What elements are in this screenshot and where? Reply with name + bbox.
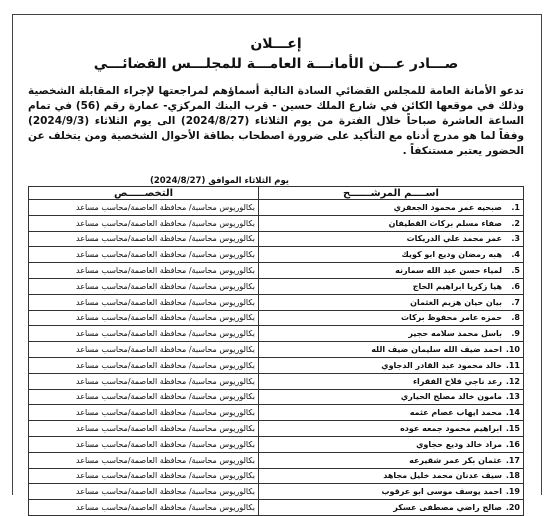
candidate-cell — [259, 484, 524, 500]
row-number: 4. — [511, 250, 520, 260]
table-row — [29, 405, 524, 421]
header-specialty: التخصـــــص — [29, 187, 259, 200]
table-row — [29, 247, 524, 263]
candidate-name: هبه رمضان وديع ابو كويك — [401, 250, 502, 260]
candidate-name: صبحيه عمر محمود الجعفري — [393, 202, 502, 212]
candidate-name: صفاء مسلم بركات القطيفان — [388, 218, 502, 228]
table-row — [29, 215, 524, 231]
candidate-specialty: بكالوريوس محاسبة/ محافظة العاصمة/محاسب مساعد — [29, 294, 259, 310]
candidate-name: مامون خالد مصلح الحياري — [400, 392, 502, 402]
row-number: 15. — [505, 424, 520, 434]
row-number: 14. — [505, 408, 520, 418]
candidate-cell — [259, 263, 524, 279]
candidate-specialty: بكالوريوس محاسبة/ محافظة العاصمة/محاسب مساعد — [29, 200, 259, 216]
candidate-specialty: بكالوريوس محاسبة/ محافظة العاصمة/محاسب مساعد — [29, 405, 259, 421]
table-row — [29, 278, 524, 294]
candidate-specialty: بكالوريوس محاسبة/ محافظة العاصمة/محاسب مساعد — [29, 278, 259, 294]
candidate-cell — [259, 357, 524, 373]
table-row — [29, 484, 524, 500]
body-paragraph: تدعو الأمانة العامة للمجلس القضائي السادة التالية أسماؤهم لمراجعتها لإجراء المقابلة الشخصية وذلك في موقعها الكائن في شارع الملك حسين - قرب البنك المركزي- عمارة رقم (56) في تمام الساعة العاشرة صباحاً خلال الفترة من يوم الثلاثاء (2024/8/27) الى يوم الثلاثاء (2024/9/3) وفقاً لما هو مدرج أدناه مع التأكيد على ضرورة اصطحاب بطاقة الأحوال الشخصية ومن يتخلف عن الحضور يعتبر مستنكفاً . — [28, 85, 524, 157]
candidate-specialty: بكالوريوس محاسبة/ محافظة العاصمة/محاسب مساعد — [29, 452, 259, 468]
candidate-name: ابراهيم محمود جمعه عوده — [400, 424, 502, 434]
row-number: 5. — [511, 266, 520, 276]
table-row — [29, 421, 524, 437]
table-row — [29, 310, 524, 326]
table-header-row — [29, 187, 524, 200]
row-number: 19. — [505, 487, 520, 497]
row-number: 3. — [511, 234, 520, 244]
candidate-cell — [259, 421, 524, 437]
candidate-name: بيان حيان هزيم الغثمان — [410, 297, 502, 307]
table-row — [29, 373, 524, 389]
candidate-specialty: بكالوريوس محاسبة/ محافظة العاصمة/محاسب مساعد — [29, 421, 259, 437]
candidate-cell — [259, 310, 524, 326]
row-number: 6. — [511, 281, 520, 291]
row-number: 16. — [505, 439, 520, 449]
day-caption: يوم الثلاثاء الموافق (2024/8/27) — [149, 176, 289, 186]
candidate-specialty: بكالوريوس محاسبة/ محافظة العاصمة/محاسب مساعد — [29, 231, 259, 247]
candidate-cell — [259, 215, 524, 231]
candidate-specialty: بكالوريوس محاسبة/ محافظة العاصمة/محاسب مساعد — [29, 342, 259, 358]
announcement-body — [28, 84, 524, 159]
candidate-name: صالح راضي مصطفى عسكر — [393, 503, 502, 513]
candidate-cell — [259, 342, 524, 358]
candidate-specialty: بكالوريوس محاسبة/ محافظة العاصمة/محاسب مساعد — [29, 484, 259, 500]
table-row — [29, 389, 524, 405]
candidate-cell — [259, 500, 524, 516]
candidate-cell — [259, 326, 524, 342]
candidate-name: احمد ضيف الله سليمان ضيف الله — [371, 345, 502, 355]
table-row — [29, 436, 524, 452]
candidate-name: مراد خالد وديع حجاوي — [416, 439, 502, 449]
table-row — [29, 468, 524, 484]
row-number: 2. — [511, 218, 520, 228]
candidate-cell — [259, 405, 524, 421]
candidate-specialty: بكالوريوس محاسبة/ محافظة العاصمة/محاسب مساعد — [29, 357, 259, 373]
candidate-specialty: بكالوريوس محاسبة/ محافظة العاصمة/محاسب مساعد — [29, 500, 259, 516]
row-number: 10. — [505, 345, 520, 355]
candidate-cell — [259, 468, 524, 484]
candidate-name: لمياء حسن عبد الله سمارنه — [395, 266, 502, 276]
candidate-specialty: بكالوريوس محاسبة/ محافظة العاصمة/محاسب مساعد — [29, 310, 259, 326]
page-title: إعـــلان — [250, 36, 302, 52]
candidate-specialty: بكالوريوس محاسبة/ محافظة العاصمة/محاسب مساعد — [29, 468, 259, 484]
table-row — [29, 231, 524, 247]
candidate-specialty: بكالوريوس محاسبة/ محافظة العاصمة/محاسب مساعد — [29, 247, 259, 263]
table-row — [29, 342, 524, 358]
candidate-specialty: بكالوريوس محاسبة/ محافظة العاصمة/محاسب مساعد — [29, 389, 259, 405]
row-number: 18. — [505, 471, 520, 481]
candidate-specialty: بكالوريوس محاسبة/ محافظة العاصمة/محاسب مساعد — [29, 373, 259, 389]
table-row — [29, 500, 524, 516]
candidate-name: باسل محمد سلامه حجير — [408, 329, 502, 339]
candidate-name: عمر محمد علي الدريكات — [406, 234, 502, 244]
candidate-cell — [259, 373, 524, 389]
candidate-name: سيف عدنان محمد خليل مجاهد — [383, 471, 502, 481]
table-row — [29, 452, 524, 468]
candidate-cell — [259, 200, 524, 216]
page-subtitle: صـــادر عـــن الأمانـــة العامـــة للمجلـــس القضائـــي — [93, 56, 459, 72]
row-number: 12. — [505, 376, 520, 386]
row-number: 13. — [505, 392, 520, 402]
candidates-table-section — [28, 176, 524, 516]
table-row — [29, 263, 524, 279]
candidate-name: محمد ايهاب عصام عثمه — [409, 408, 502, 418]
candidates-table — [28, 186, 524, 516]
row-number: 1. — [511, 202, 520, 212]
candidate-name: عثمان بكر عمر شقيرعه — [409, 455, 502, 465]
candidate-cell — [259, 436, 524, 452]
row-number: 7. — [511, 297, 520, 307]
table-body — [29, 200, 524, 516]
row-number: 17. — [505, 455, 520, 465]
candidate-name: رعد ناجي فلاح الفقراء — [412, 376, 502, 386]
candidate-specialty: بكالوريوس محاسبة/ محافظة العاصمة/محاسب مساعد — [29, 326, 259, 342]
candidate-cell — [259, 452, 524, 468]
candidate-cell — [259, 278, 524, 294]
candidate-specialty: بكالوريوس محاسبة/ محافظة العاصمة/محاسب مساعد — [29, 263, 259, 279]
candidate-specialty: بكالوريوس محاسبة/ محافظة العاصمة/محاسب مساعد — [29, 215, 259, 231]
candidate-cell — [259, 231, 524, 247]
table-row — [29, 357, 524, 373]
table-row — [29, 200, 524, 216]
row-number: 9. — [511, 329, 520, 339]
candidate-name: خالد محمود عبد القادر الدجاوي — [381, 360, 502, 370]
candidate-cell — [259, 389, 524, 405]
table-row — [29, 294, 524, 310]
candidate-cell — [259, 294, 524, 310]
candidate-cell — [259, 247, 524, 263]
candidate-specialty: بكالوريوس محاسبة/ محافظة العاصمة/محاسب مساعد — [29, 436, 259, 452]
row-number: 20. — [505, 503, 520, 513]
table-row — [29, 326, 524, 342]
header-name: اســــم المرشــــــح — [259, 187, 524, 200]
row-number: 8. — [511, 313, 520, 323]
candidate-name: احمد يوسف موسى ابو عرقوب — [381, 487, 502, 497]
candidate-name: حمزه عامر محفوظ بركات — [400, 313, 502, 323]
candidate-name: هيا زكريا ابراهيم الحاج — [412, 281, 502, 291]
row-number: 11. — [505, 360, 520, 370]
